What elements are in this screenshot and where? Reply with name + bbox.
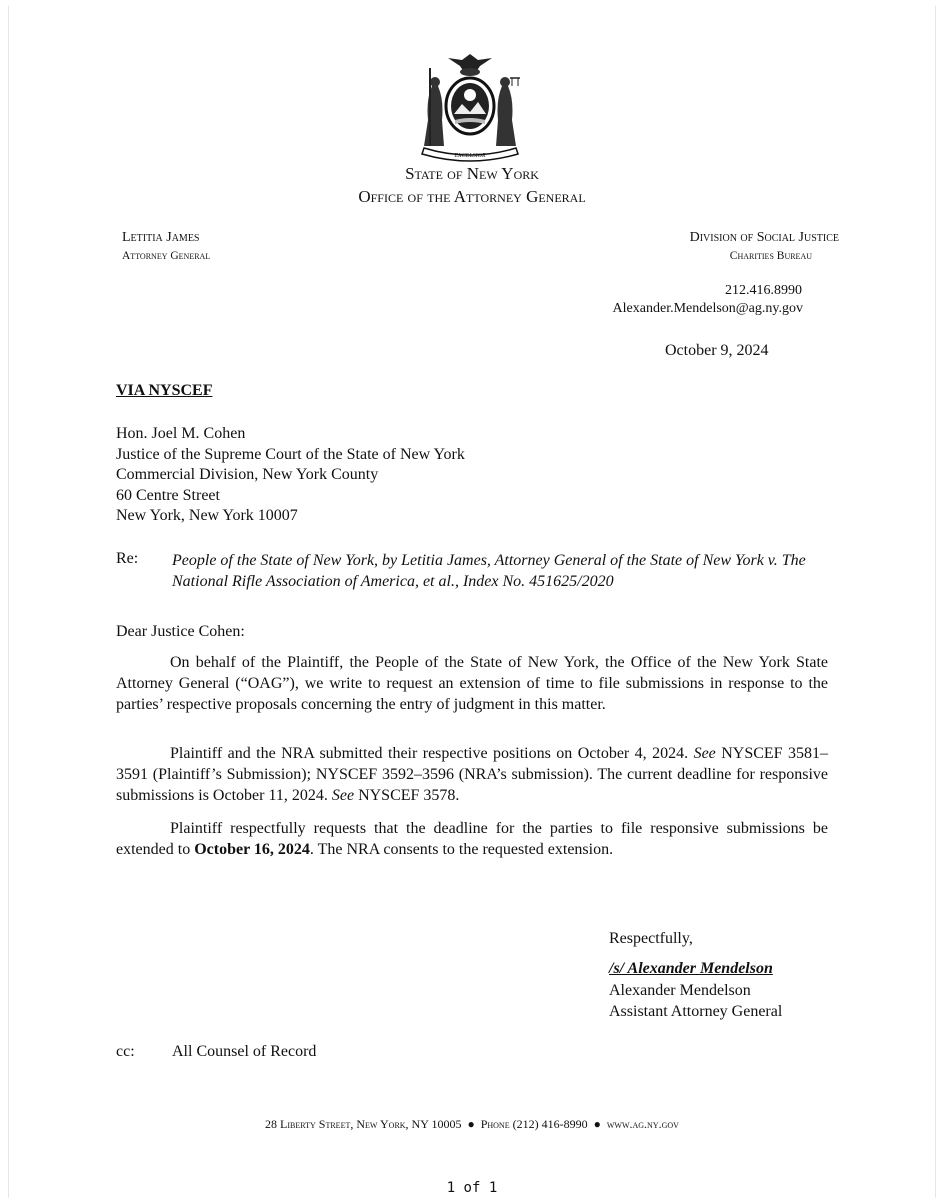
- attorney-general-name: Letitia James: [122, 230, 200, 245]
- addressee-line: 60 Centre Street: [116, 486, 220, 504]
- page-indicator: 1 of 1: [446, 1180, 498, 1196]
- new-york-state-seal: [410, 50, 530, 162]
- header-state: State of New York: [405, 164, 539, 183]
- body-paragraph-3: [116, 818, 828, 860]
- footer-web: www.ag.ny.gov: [606, 1117, 679, 1131]
- signer-title: Assistant Attorney General: [609, 1003, 783, 1020]
- re-case-caption: People of the State of New York, by Letitia James, Attorney General of the State of New York v. The National Rifle Association of America, et al., Index No. 451625/2020: [172, 552, 806, 590]
- paragraph-text: . The NRA consents to the requested extension.: [309, 841, 614, 858]
- citation-signal: See: [693, 745, 716, 762]
- citation-signal: See: [331, 787, 355, 804]
- addressee-line: New York, New York 10007: [116, 507, 298, 524]
- letter-date: October 9, 2024: [665, 342, 769, 359]
- requested-deadline: October 16, 2024: [194, 841, 310, 858]
- paragraph-text: Plaintiff respectfully requests that the deadline for the parties to file responsive submissions be extended to: [116, 820, 828, 858]
- paragraph-text: Plaintiff and the NRA submitted their respective positions on October 4, 2024.: [170, 745, 694, 762]
- footer-bullet: ●: [467, 1117, 475, 1131]
- signature: /s/ Alexander Mendelson: [609, 960, 773, 977]
- addressee-line: Justice of the Supreme Court of the State of New York: [116, 445, 465, 463]
- addressee-line: Commercial Division, New York County: [116, 466, 379, 483]
- footer-bullet: ●: [593, 1117, 601, 1131]
- body-paragraph-2: [116, 743, 828, 806]
- header-office: Office of the Attorney General: [358, 187, 586, 206]
- attorney-general-title: Attorney General: [122, 250, 211, 262]
- signer-name: Alexander Mendelson: [609, 982, 751, 999]
- addressee-block: [116, 424, 465, 527]
- body-paragraph-1: On behalf of the Plaintiff, the People of the State of New York, the Office of the New York State Attorney General (“OAG”), we write to request an extension of time to file submissions in response to the parties’ respective proposals concerning the entry of judgment in this matter.: [116, 654, 828, 713]
- re-label: Re:: [116, 550, 139, 567]
- addressee-line: Hon. Joel M. Cohen: [116, 425, 246, 442]
- delivery-method: VIA NYSCEF: [116, 382, 213, 399]
- contact-email: Alexander.Mendelson@ag.ny.gov: [612, 301, 803, 316]
- footer-phone: Phone (212) 416-8990: [480, 1117, 588, 1131]
- footer-address: 28 Liberty Street, New York, NY 10005: [265, 1117, 462, 1131]
- signer-block: [609, 980, 782, 1022]
- seal-motto: EXCELSIOR: [454, 153, 486, 159]
- division-name: Division of Social Justice: [689, 230, 839, 245]
- paragraph-text: NYSCEF 3581–3591 (Plaintiff’s Submission); NYSCEF 3592–3596 (NRA’s submission). The current deadline for responsive submissions is October 11, 2024.: [116, 745, 828, 804]
- letterhead-footer: [0, 1117, 944, 1132]
- bureau-name: Charities Bureau: [729, 250, 812, 262]
- cc-label: cc:: [116, 1043, 135, 1060]
- salutation: Dear Justice Cohen:: [116, 623, 245, 640]
- closing: Respectfully,: [609, 930, 693, 947]
- cc-recipients: All Counsel of Record: [172, 1043, 317, 1060]
- contact-phone: 212.416.8990: [725, 283, 802, 298]
- paragraph-text: NYSCEF 3578.: [354, 787, 460, 804]
